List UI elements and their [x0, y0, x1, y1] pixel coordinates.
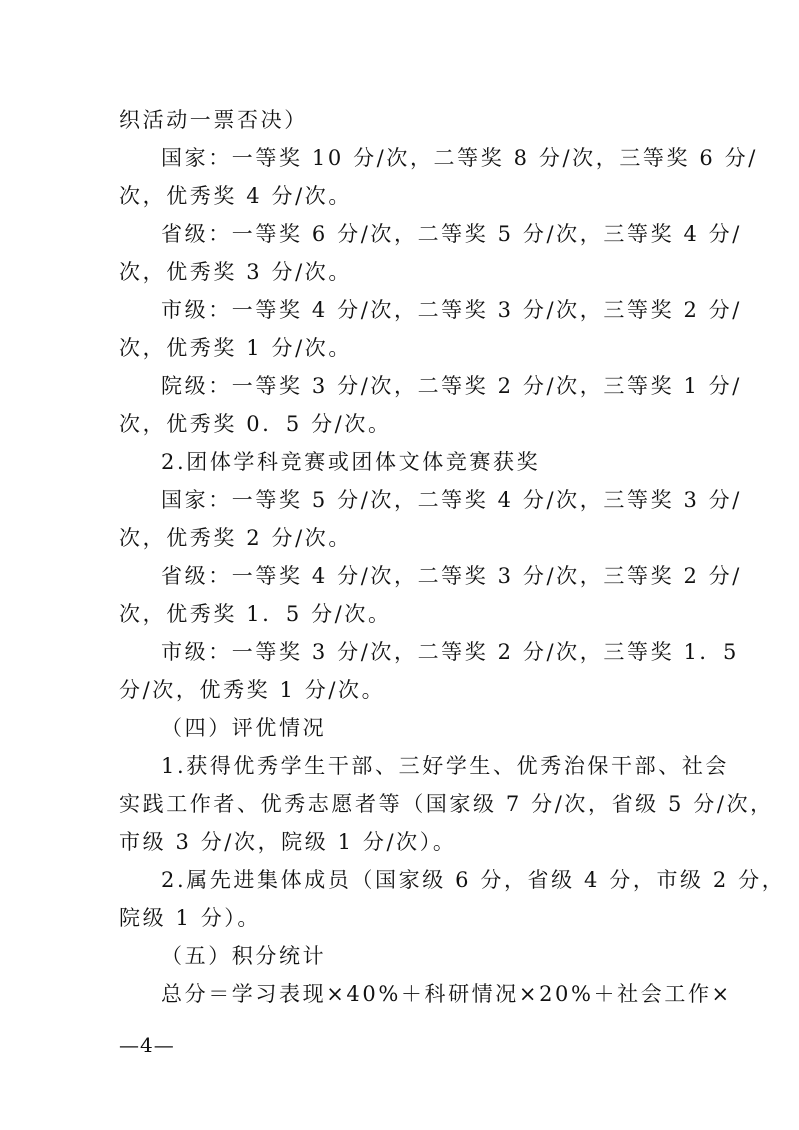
text-line: 总分＝学习表现×40%＋科研情况×20%＋社会工作×	[161, 982, 732, 1006]
text-line: 2.属先进集体成员（国家级 6 分，省级 4 分，市级 2 分，	[161, 868, 786, 892]
text-line: 院级 1 分）。	[119, 906, 262, 930]
text-line: 市级：一等奖 4 分/次，二等奖 3 分/次，三等奖 2 分/	[161, 298, 742, 322]
text-line: 省级：一等奖 6 分/次，二等奖 5 分/次，三等奖 4 分/	[161, 222, 742, 246]
text-line: 次，优秀奖 4 分/次。	[119, 184, 352, 208]
text-line: 织活动一票否决）	[119, 108, 308, 132]
section-heading: （四）评优情况	[161, 716, 327, 740]
text-line: 市级：一等奖 3 分/次，二等奖 2 分/次，三等奖 1．5	[161, 640, 739, 664]
text-line: 次，优秀奖 0．5 分/次。	[119, 412, 392, 436]
text-line: 院级：一等奖 3 分/次，二等奖 2 分/次，三等奖 1 分/	[161, 374, 742, 398]
text-line: 省级：一等奖 4 分/次，二等奖 3 分/次，三等奖 2 分/	[161, 564, 742, 588]
section-heading: 2.团体学科竞赛或团体文体竞赛获奖	[161, 450, 541, 474]
text-line: 国家：一等奖 5 分/次，二等奖 4 分/次，三等奖 3 分/	[161, 488, 742, 512]
text-line: 次，优秀奖 1 分/次。	[119, 336, 352, 360]
text-line: 实践工作者、优秀志愿者等（国家级 7 分/次，省级 5 分/次，	[119, 792, 774, 816]
text-line: 1.获得优秀学生干部、三好学生、优秀治保干部、社会	[161, 754, 730, 778]
page-number: —4—	[119, 1033, 175, 1057]
text-line: 次，优秀奖 2 分/次。	[119, 526, 352, 550]
text-line: 次，优秀奖 3 分/次。	[119, 260, 352, 284]
text-line: 市级 3 分/次，院级 1 分/次）。	[119, 830, 457, 854]
text-line: 分/次，优秀奖 1 分/次。	[119, 678, 386, 702]
text-line: 国家：一等奖 10 分/次，二等奖 8 分/次，三等奖 6 分/	[161, 146, 758, 170]
text-line: 次，优秀奖 1．5 分/次。	[119, 602, 392, 626]
section-heading: （五）积分统计	[161, 944, 327, 968]
